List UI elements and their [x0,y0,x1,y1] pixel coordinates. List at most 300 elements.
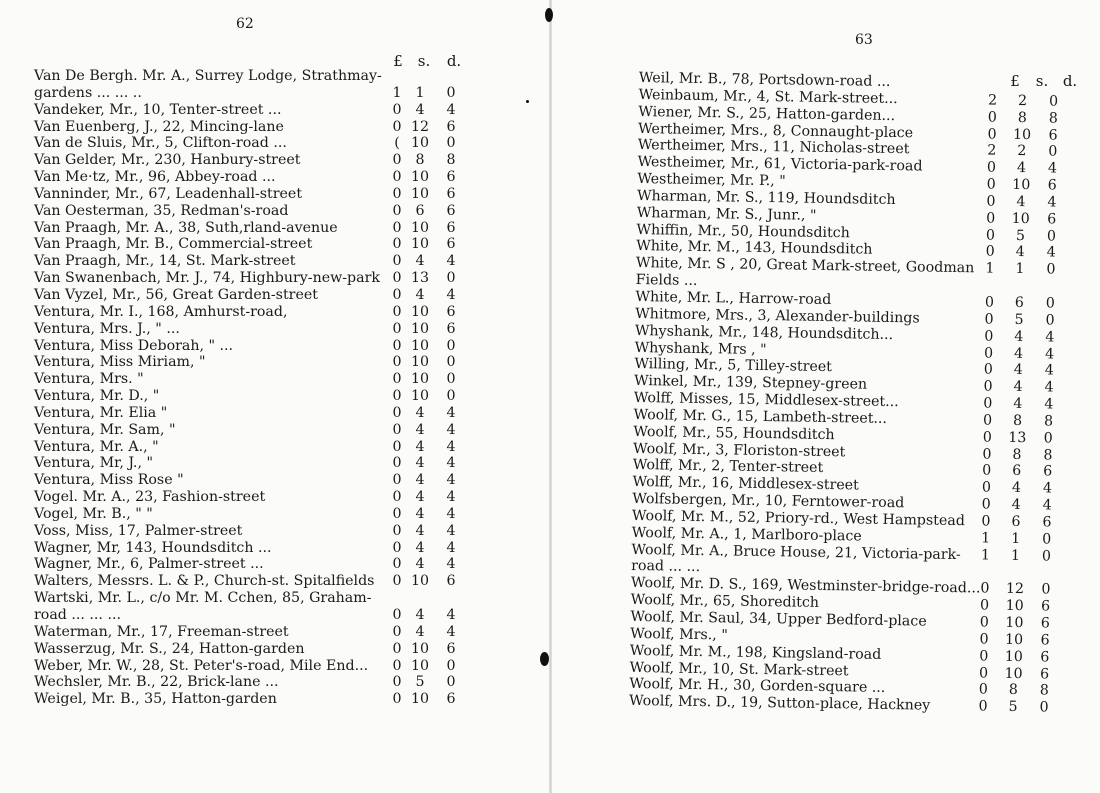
subscriber-name: Ventura, Mr, J., " [34,455,153,472]
shillings-value: 6 [415,202,425,219]
subscriber-name: Whiffin, Mr., 50, Houndsditch [636,221,850,241]
pounds-value: 0 [980,580,990,597]
pence-value: 8 [1043,446,1053,464]
ink-blot [540,652,549,666]
pounds-value: 0 [986,210,996,227]
pounds-value: 0 [392,354,402,371]
pence-value: 4 [446,607,456,623]
shillings-value: 4 [415,438,425,455]
shillings-value: 4 [415,455,425,472]
shillings-value: 10 [1004,631,1024,648]
subscriber-name: Voss, Miss, 17, Palmer-street [34,522,243,539]
pounds-value: 0 [979,631,989,648]
pence-value: 4 [446,101,456,118]
subscriber-name: Van Oesterman, 35, Redman's-road [34,202,289,219]
pounds-value: 0 [978,698,988,715]
subscriber-row [34,422,464,439]
pence-value: 0 [446,135,456,152]
shillings-value: 1 [1010,547,1021,564]
pounds-header: £ [1010,72,1020,90]
subscriber-name: Wertheimer, Mrs., 11, Nicholas-street [637,137,910,158]
shillings-value: 4 [415,522,425,539]
shillings-value: 5 [1014,311,1024,328]
subscriber-row [34,556,464,573]
shillings-value: 2 [1017,143,1027,160]
subscriber-row [34,253,464,270]
subscriber-row [34,388,464,405]
pence-header: d. [446,52,462,70]
subscriber-name: Woolf, Mr. D. S., 169, Westminster-bridge-road... [630,575,981,597]
subscriber-name: Van Swanenbach, Mr. J., 74, Highbury-new-park [34,270,380,287]
subscriber-name: Van Gelder, Mr., 230, Hanbury-street [34,152,301,169]
pounds-value: 0 [983,344,994,362]
pence-value: 4 [1044,362,1054,379]
subscriber-row [34,169,464,186]
pounds-value: 0 [986,193,996,210]
subscriber-name: Weigel, Mr. B., 35, Hatton-garden [34,691,277,708]
subscriber-name: Woolf, Mr. H., 30, Gorden-square ... [629,676,886,697]
pounds-value: 0 [392,118,402,135]
pence-value: 4 [1042,497,1052,514]
pounds-value: 0 [984,328,994,345]
pence-value: 6 [446,691,456,708]
pence-value: 6 [1043,463,1053,480]
shillings-value: 4 [415,489,425,506]
shillings-value: 5 [1015,227,1026,244]
pence-value: 4 [446,489,456,506]
pounds-value: 0 [986,159,997,176]
subscriber-name: Wolff, Mr., 16, Middlesex-street [632,474,859,494]
shillings-value: 6 [1011,513,1021,530]
shillings-value: 1 [1015,261,1025,278]
pounds-value: 0 [986,176,996,193]
subscriber-name: Winkel, Mr., 139, Stepney-green [633,373,868,393]
pounds-value: 0 [392,640,402,657]
pounds-value: 0 [392,185,402,202]
pounds-value: ( [394,135,400,152]
pence-value: 8 [1039,682,1049,699]
subscriber-name: Woolf, Mrs. D., 19, Sutton-place, Hackney [628,693,931,714]
shillings-value: 4 [415,539,425,556]
pence-value: 4 [1047,160,1058,177]
shillings-value: 12 [1005,581,1025,598]
shillings-value: 4 [415,421,425,438]
pence-value: 6 [1040,649,1050,666]
shillings-value: 10 [411,573,430,590]
pence-value: 4 [446,455,456,472]
pence-value: 4 [446,505,456,522]
pounds-value: 1 [980,547,991,564]
shillings-value: 4 [1016,193,1026,210]
shillings-value: 4 [1013,379,1023,396]
page-number-62: 62 [236,16,254,32]
pounds-value: 0 [392,303,402,320]
subscriber-name: Woolf, Mr. M., 198, Kingsland-road [629,642,882,663]
subscriber-name: Woolf, Mr., 3, Floriston-street [632,440,846,460]
pounds-value: 0 [982,429,992,446]
pounds-value: 0 [978,664,989,682]
subscriber-name: Woolf, Mr., 10, St. Mark-street [629,659,849,679]
subscriber-name: Van Praagh, Mr. B., Commercial-street [34,236,313,253]
shillings-value: 10 [411,236,430,253]
subscriber-row [34,68,464,85]
subscriber-name: Wharman, Mr. S., Junr., " [636,204,817,224]
pence-value: 0 [1045,312,1055,329]
subscriber-row [34,506,464,523]
pence-value: 4 [446,556,456,573]
subscriber-row [34,119,464,136]
shillings-value: 10 [1005,614,1024,632]
shillings-value: 4 [1013,345,1024,362]
pounds-value: 0 [392,455,402,472]
subscriber-name: Ventura, Mrs. " [34,371,144,388]
pence-value: 6 [1042,514,1052,531]
shillings-value: 6 [1012,463,1022,480]
pence-value: 0 [446,84,456,101]
pence-value: 0 [446,337,456,354]
shillings-value: 8 [1012,412,1023,429]
pounds-value: 0 [982,412,993,429]
shillings-value: 10 [411,640,430,657]
pounds-value: 0 [392,236,402,253]
subscriber-row [34,220,464,237]
pounds-value: 0 [979,648,989,665]
pence-value: 6 [446,118,456,135]
pounds-value: 0 [392,505,402,522]
subscriber-name: Woolf, Mr., 65, Shoreditch [630,592,820,612]
subscriber-row [34,691,464,708]
pence-value: 4 [1044,396,1054,413]
pence-value: 4 [1044,345,1055,363]
subscriber-row [34,304,464,321]
subscriber-name: Wasserzug, Mr. S., 24, Hatton-garden [34,640,305,657]
pounds-header: £ [393,52,403,70]
shillings-value: 4 [1015,244,1025,261]
pounds-value: 0 [979,614,990,631]
pounds-value: 0 [392,202,402,219]
shillings-value: 4 [1016,160,1027,177]
pence-value: 0 [446,354,456,371]
pence-value: 0 [446,388,456,405]
ink-speck [526,100,529,103]
subscriber-name: Ventura, Mr. Elia " [34,404,168,421]
shillings-value: 10 [1011,210,1030,227]
pence-value: 4 [446,539,456,556]
subscriber-row [34,607,464,624]
subscriber-name: Wertheimer, Mrs., 8, Connaught-place [637,120,914,141]
shillings-value: 10 [411,388,430,405]
pence-value: 4 [446,421,456,438]
pounds-value: 0 [392,539,402,556]
pence-value: 0 [1048,93,1059,110]
shillings-value: 13 [411,270,430,287]
shillings-value: 10 [411,657,430,674]
pounds-value: 0 [987,109,997,126]
pounds-value: 0 [985,243,995,261]
pounds-value: 0 [981,513,991,530]
subscriber-name: Ventura, Mr. D., " [34,388,160,405]
shillings-value: 10 [411,320,430,337]
shillings-value: 1 [415,84,425,101]
subscriber-name: Wartski, Mr. L., c/o Mr. M. Cchen, 85, Graham- [34,590,372,607]
subscriber-list-left [34,68,464,708]
pence-value: 8 [1043,413,1054,430]
shillings-header: s. [417,52,431,70]
subscriber-row [34,405,464,422]
shillings-value: 4 [415,505,425,522]
shillings-value: 4 [1011,497,1021,514]
shillings-value: 10 [411,185,430,202]
subscriber-name: Van De Bergh. Mr. A., Surrey Lodge, Strathmay- [34,68,382,84]
subscriber-row [34,371,464,388]
subscriber-name: Wagner, Mr, 143, Houndsditch ... [34,539,272,556]
subscriber-row [34,439,464,456]
pence-value: 6 [1048,126,1058,144]
subscriber-name: Woolf, Mr. M., 52, Priory-rd., West Hampstead [631,507,965,530]
subscriber-row [34,270,464,287]
pence-value: 0 [1042,531,1052,548]
shillings-value: 10 [411,354,430,371]
pence-value: 6 [446,202,456,219]
pounds-value: 0 [981,496,991,513]
shillings-header: s. [1035,72,1049,90]
subscriber-name: gardens ... ... .. [34,84,142,101]
subscriber-name: Weinbaum, Mr., 4, St. Mark-street... [638,86,898,107]
pence-value: 0 [1039,699,1049,716]
pounds-value: 0 [983,361,993,378]
shillings-value: 10 [411,135,430,152]
pence-value: 4 [446,522,456,539]
subscriber-row [34,102,464,119]
pence-value: 4 [446,438,456,455]
shillings-value: 10 [411,169,430,186]
subscriber-row [34,354,464,371]
subscriber-row [34,674,464,691]
pounds-value: 0 [392,337,402,354]
shillings-value: 4 [415,556,425,573]
subscriber-row [34,186,464,203]
subscriber-name: Wolff, Misses, 15, Middlesex-street... [633,389,899,411]
pence-value: 6 [446,573,456,590]
pence-value: 0 [1045,295,1056,312]
subscriber-name: Weber, Mr. W., 28, St. Peter's-road, Mile End... [34,657,369,674]
subscriber-name: Wolfsbergen, Mr., 10, Ferntower-road [632,491,905,512]
pence-value: 4 [1044,379,1054,396]
subscriber-row [34,540,464,557]
pence-value: 0 [446,674,456,691]
ink-blot [545,8,553,22]
pounds-value: 1 [392,84,402,101]
pounds-value: 0 [392,472,402,489]
shillings-value: 4 [415,101,425,118]
subscriber-row [34,135,464,152]
pounds-value: 0 [392,489,402,506]
subscriber-row [34,624,464,641]
pence-value: 6 [1040,632,1050,649]
pounds-value: 0 [392,169,402,186]
pence-value: 0 [1048,143,1058,160]
pounds-value: 0 [392,286,402,303]
subscriber-name: Ventura, Miss Deborah, " ... [34,337,234,354]
pounds-value: 0 [979,597,990,614]
subscriber-name: Ventura, Miss Miriam, " [34,354,206,371]
pounds-value: 0 [982,462,992,479]
subscriber-name: Woolf, Mr. Saul, 34, Upper Bedford-place [630,608,927,630]
pounds-value: 0 [985,227,996,244]
pence-value: 6 [446,303,456,320]
subscriber-name: road ... ... [631,558,701,576]
subscriber-name: Woolf, Mr. G., 15, Lambeth-street... [633,406,888,427]
shillings-value: 6 [1014,294,1025,312]
subscriber-name: White, Mr. S , 20, Great Mark-street, Goodman [635,255,975,277]
subscriber-row [34,152,464,169]
pounds-value: 0 [392,270,402,287]
pounds-value: 0 [392,371,402,388]
shillings-value: 4 [415,253,425,270]
pence-value: 6 [446,640,456,657]
pounds-value: 0 [978,681,988,698]
pence-value: 0 [446,657,456,674]
shillings-value: 10 [1012,176,1031,194]
pence-value: 6 [1039,665,1050,683]
shillings-value: 10 [411,691,430,708]
pounds-value: 0 [987,126,997,143]
subscriber-name: Van Praagh, Mr., 14, St. Mark-street [34,253,296,270]
shillings-value: 5 [1008,699,1018,716]
shillings-value: 4 [415,623,425,640]
pence-value: 0 [1046,261,1056,278]
subscriber-name: Wiener, Mr. S., 25, Hatton-garden... [638,103,896,124]
pounds-value: 0 [983,395,993,412]
subscriber-name: Woolf, Mr. A., Bruce House, 21, Victoria-park- [631,541,961,563]
subscriber-row [34,472,464,489]
shillings-value: 4 [415,286,425,303]
subscriber-name: Whitmore, Mrs., 3, Alexander-buildings [635,305,920,327]
shillings-value: 2 [1017,92,1028,109]
subscriber-name: Ventura, Mrs. J., " ... [34,320,180,337]
subscriber-row [34,236,464,253]
subscriber-name: Westheimer, Mr., 61, Victoria-park-road [637,154,923,175]
subscriber-name: Waterman, Mr., 17, Freeman-street [34,623,289,640]
pounds-value: 0 [392,556,402,573]
pence-value: 4 [1042,480,1053,497]
pence-value: 4 [446,472,456,489]
pence-value: 4 [1046,244,1056,262]
right-page [555,0,1100,793]
subscriber-name: Ventura, Mr. A., " [34,438,159,455]
pence-value: 6 [1040,598,1051,615]
pence-value: 8 [446,152,456,169]
shillings-value: 5 [415,674,425,691]
shillings-value: 4 [1014,328,1024,345]
pounds-value: 0 [392,388,402,405]
subscriber-row [34,489,464,506]
pounds-value: 0 [983,378,993,395]
subscriber-row [34,287,464,304]
pence-value: 4 [446,253,456,270]
pence-value: 4 [446,286,456,303]
pounds-value: 0 [392,691,402,708]
pounds-value: 0 [982,446,992,463]
subscriber-name: White, Mr. L., Harrow-road [635,288,832,309]
pounds-value: 0 [392,152,402,169]
subscriber-name: Fields ... [635,272,698,290]
pounds-value: 0 [984,311,994,328]
subscriber-name: Walters, Messrs. L. & P., Church-st. Spitalfields [34,573,375,590]
book-spine [549,0,552,793]
subscriber-name: Ventura, Miss Rose " [34,472,184,489]
pounds-value: 0 [392,219,402,236]
subscriber-name: Wagner, Mr., 6, Palmer-street ... [34,556,264,573]
subscriber-name: Wharman, Mr. S., 119, Houndsditch [636,187,896,208]
pounds-value: 0 [392,320,402,337]
subscriber-name: Van Euenberg, J., 22, Mincing-lane [34,118,284,135]
pounds-value: 0 [392,101,402,118]
subscriber-name: Vandeker, Mr., 10, Tenter-street ... [34,101,282,118]
shillings-value: 4 [415,404,425,421]
pounds-value: 0 [984,294,995,311]
pence-value: 0 [1041,581,1051,598]
shillings-value: 10 [411,303,430,320]
subscriber-row [34,321,464,338]
pence-value: 6 [1047,177,1057,194]
subscriber-name: Whyshank, Mr., 148, Houndsditch... [634,322,894,343]
pence-value: 4 [1047,194,1057,211]
pounds-value: 0 [392,623,402,640]
subscriber-name: Van Praagh, Mr. A., 38, Suth,rland-avenue [34,219,338,236]
pounds-value: 0 [392,253,402,270]
subscriber-row [34,573,464,590]
shillings-value: 10 [1004,648,1024,665]
subscriber-name: Woolf, Mrs., " [630,625,728,644]
shillings-value: 10 [411,219,430,236]
shillings-value: 1 [1011,530,1021,547]
subscriber-name: Woolf, Mr. A., 1, Marlboro-place [631,524,862,545]
pounds-value: 0 [392,607,402,623]
shillings-value: 8 [1008,682,1018,699]
subscriber-name: Van de Sluis, Mr., 5, Clifton-road ... [34,135,287,152]
shillings-value: 4 [1011,480,1022,497]
subscriber-name: road ... ... ... [34,607,121,623]
pence-value: 4 [446,404,456,421]
subscriber-name: Van Me·tz, Mr., 96, Abbey-road ... [34,169,276,186]
subscriber-name: Weil, Mr. B., 78, Portsdown-road ... [638,70,891,90]
pence-value: 0 [446,371,456,388]
shillings-value: 10 [411,371,430,388]
pounds-value: 0 [392,404,402,421]
shillings-value: 13 [1008,429,1027,446]
shillings-value: 4 [1013,362,1023,379]
pence-value: 8 [1048,110,1058,127]
pence-value: 6 [1047,211,1057,228]
subscriber-name: Wechsler, Mr. B., 22, Brick-lane ... [34,674,279,691]
pence-value: 6 [1040,615,1050,632]
subscriber-name: Woolf, Mr., 55, Houndsditch [633,423,835,443]
pounds-value: 0 [392,674,402,691]
subscriber-name: Van Vyzel, Mr., 56, Great Garden-street [34,286,318,303]
pence-value: 4 [1045,329,1055,346]
pounds-value: 1 [985,260,995,277]
subscriber-name: Whyshank, Mrs , " [634,339,767,358]
shillings-value: 12 [411,118,430,135]
shillings-value: 8 [1017,109,1027,126]
shillings-value: 10 [411,337,430,354]
pounds-value: 0 [392,522,402,539]
pence-value: 6 [446,219,456,236]
subscriber-row [34,523,464,540]
pence-value: 0 [446,270,456,287]
subscriber-name: Vanninder, Mr., 67, Leadenhall-street [34,185,303,202]
